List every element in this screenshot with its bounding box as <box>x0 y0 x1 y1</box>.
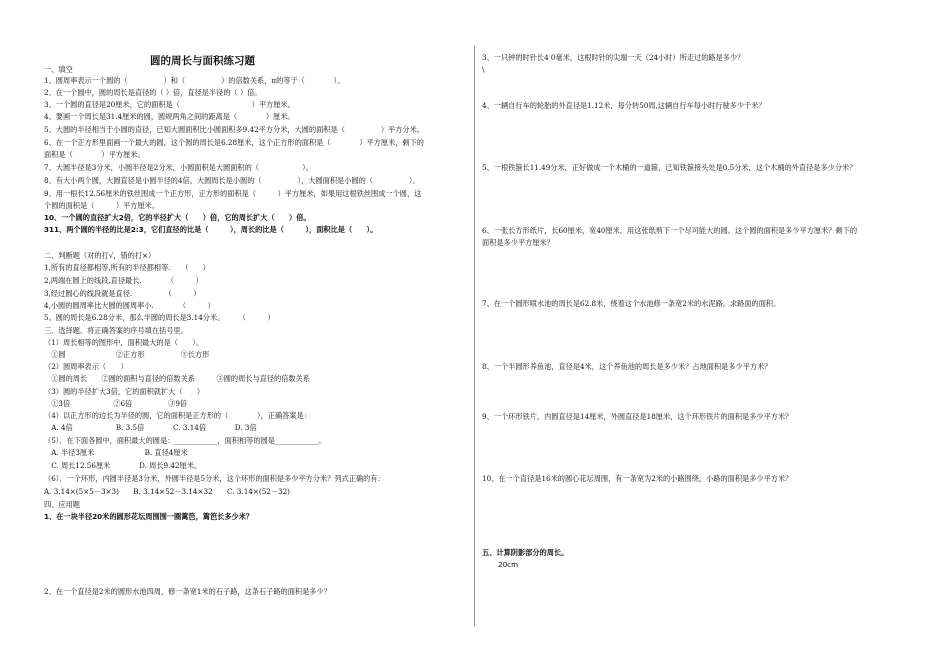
choice-q6-options: A. 3.14×(5×5－3×3) B. 3.14×52－3.14×32 C. 3.14×(52－32) <box>44 487 290 496</box>
section-application-heading: 四、应用题 <box>44 500 80 509</box>
fill-blank-q9-line2: 个圆的面积是（ ）平方厘米。 <box>44 201 160 210</box>
choice-q2: （2）圆周率表示（ ） <box>44 362 128 371</box>
figure-dimension-label: 20cm <box>498 560 519 569</box>
choice-q1: （1）周长相等的图形中，面积最大的是（ ）。 <box>44 338 204 347</box>
application-q5: 5、一根铁箍长11.49分米，正好做成一个木桶的一道箍，已知铁箍接头处是0.5分米，这个木桶的外直径是多少分米？ <box>482 163 857 172</box>
column-divider <box>474 46 475 626</box>
application-q9: 9、一个环形铁片，内圆直径是14厘米，外圆直径是18厘米，这个环形铁片的面积是多少平方米？ <box>482 412 793 421</box>
application-q8: 8、一个半圆形养鱼池，直径是4米，这个养鱼池的周长是多少米？占地面积是多少平方米？ <box>482 362 772 371</box>
fill-blank-q6-line1: 6、在一个正方形里面画一个最大的圆，这个圆的周长是6.28厘米，这个正方形的面积是（ ）平方厘米，剩下的 <box>44 138 424 147</box>
true-false-q2: 2,两端在圆上的线段,直径最长. （ ） <box>44 276 203 285</box>
application-q7: 7、在一个圆形喷水池的周长是62.8米，绕着这个水池修一条宽2米的水泥路。求路面的面积。 <box>482 299 781 308</box>
section-shaded-perimeter-heading: 五、计算阴影部分的周长。 <box>482 548 569 557</box>
stray-mark: \ <box>482 65 485 74</box>
section-fill-blank-heading: 一、填空 <box>44 65 73 74</box>
choice-q1-options: ①圆 ②正方形 ③长方形 <box>44 350 210 359</box>
choice-q3: （3）圆的半径扩大3倍，它的面积就扩大（ ） <box>44 387 205 396</box>
choice-q6: （6）．一个环形，内圆半径是3分米，外圆半径是5分米，这个环形的面积是多少平方分米？列式正确的有： <box>44 474 385 483</box>
true-false-q4: 4,小圆的圆周率比大圆的圆周率小. （ ） <box>44 301 215 310</box>
fill-blank-q6-line2: 面积是（ ）平方厘米。 <box>44 150 145 159</box>
choice-q5-options-1: A. 半径3厘米 B. 直径4厘米 <box>44 448 188 457</box>
true-false-q1: 1,所有的直径都相等,所有的半径都相等. （ ） <box>44 263 210 272</box>
fill-blank-q11: 311、两个圆的半径的比是2:3，它们直径的比是（ ），周长的比是（ ），面积比是（ ）。 <box>44 225 378 234</box>
application-q6-line1: 6、一张长方形纸片，长60厘米，宽40厘米。用这张纸剪下一个尽可能大的圆。这个圆的面积是多少平方厘米？剩下的 <box>482 226 858 235</box>
application-q6-line2: 面积是多少平方厘米？ <box>482 238 554 247</box>
fill-blank-q1: 1、圆周率表示一个圆的（ ）和（ ）的倍数关系，π的等于（ ）。 <box>44 76 345 85</box>
fill-blank-q2: 2、在一个圆中，圆的周长是直径的（ ）倍，直径是半径的（ ）倍。 <box>44 88 262 97</box>
choice-q4-options: A. 4倍 B. 3.5倍 C. 3.14倍 D. 3倍 <box>44 423 257 432</box>
fill-blank-q4: 4、要画一个周长是31.4厘米的圆，圆规两角之间的距离是（ ）厘米。 <box>44 112 295 121</box>
application-q10: 10、在一个直径是16米的圆心花坛周围，有一条宽为2米的小路围绕，小路的面积是多少平方米？ <box>482 474 793 483</box>
choice-q5-options-2: C. 周长12.56厘米 D. 周长9.42厘米。 <box>44 461 202 470</box>
fill-blank-q5: 5、大圆的半径相当于小圆的直径，已知大圆面积比小圆面积多9.42平方分米，大圆的面积是（ ）平方分米。 <box>44 125 424 134</box>
fill-blank-q8: 8、有大小两个圆，大圆直径是小圆半径的4倍，大圆周长是小圆的（ ），大圆面积是小圆的（ ）。 <box>44 176 420 185</box>
true-false-q3: 3,经过圆心的线段就是直径. （ ） <box>44 289 201 298</box>
choice-q4: （4）以正方形的边长为半径的圆，它的面积是正方形的（ ），正确答案是： <box>44 411 311 420</box>
choice-q5: （5）．在下面各圆中，面积最大的圆是：____________，面积相等的圆是____________。 <box>44 436 326 445</box>
fill-blank-q3: 3、一个圆的直径是20厘米，它的面积是（ ）平方厘米。 <box>44 100 295 109</box>
fill-blank-q10: 10、一个圆的直径扩大2倍，它的半径扩大（ ）倍，它的周长扩大（ ）倍。 <box>44 213 311 222</box>
section-true-false-heading: 二、判断题（对的打√，错的打×） <box>44 251 156 260</box>
section-choice-heading: 三、选择题。将正确答案的序号填在括号里。 <box>44 326 188 335</box>
application-q3: 3、一只钟的时针长4 0毫米，这根时针的尖端一天（24小时）所走过的路是多少？ <box>482 53 745 62</box>
fill-blank-q7: 7、大圆半径是3分米，小圆半径是2分米，小圆面积是大圆面积的（ ）。 <box>44 163 313 172</box>
choice-q2-options: ①圆的周长 ②圆的面积与直径的倍数关系 ③圆的周长与直径的倍数关系 <box>44 374 310 383</box>
page-title: 圆的周长与面积练习题 <box>150 55 255 67</box>
choice-q3-options: ①3倍 ②6倍 ③9倍 <box>44 399 188 408</box>
fill-blank-q9-line1: 9、用一根长12.56厘米的铁丝围成一个正方形，正方形的面积是（ ）平方厘米，如果用这根铁丝围成一个圆，这 <box>44 189 422 198</box>
application-q2: 2、在一个直径是2米的圆形水池四周，修一条宽1米的石子路，这条石子路的面积是多少？ <box>44 587 331 596</box>
application-q4: 4、一辆自行车的轮胎的外直径是1.12米，每分转50周,这辆自行车每小时行驶多少千米？ <box>482 101 766 110</box>
application-q1: 1、在一块半径20米的圆形花坛周围围一圈篱笆，篱笆长多少米？ <box>44 512 254 521</box>
true-false-q5: 5、圆的周长是6.28分米，那么半圆的周长是3.14分米。 （ ） <box>44 313 275 322</box>
